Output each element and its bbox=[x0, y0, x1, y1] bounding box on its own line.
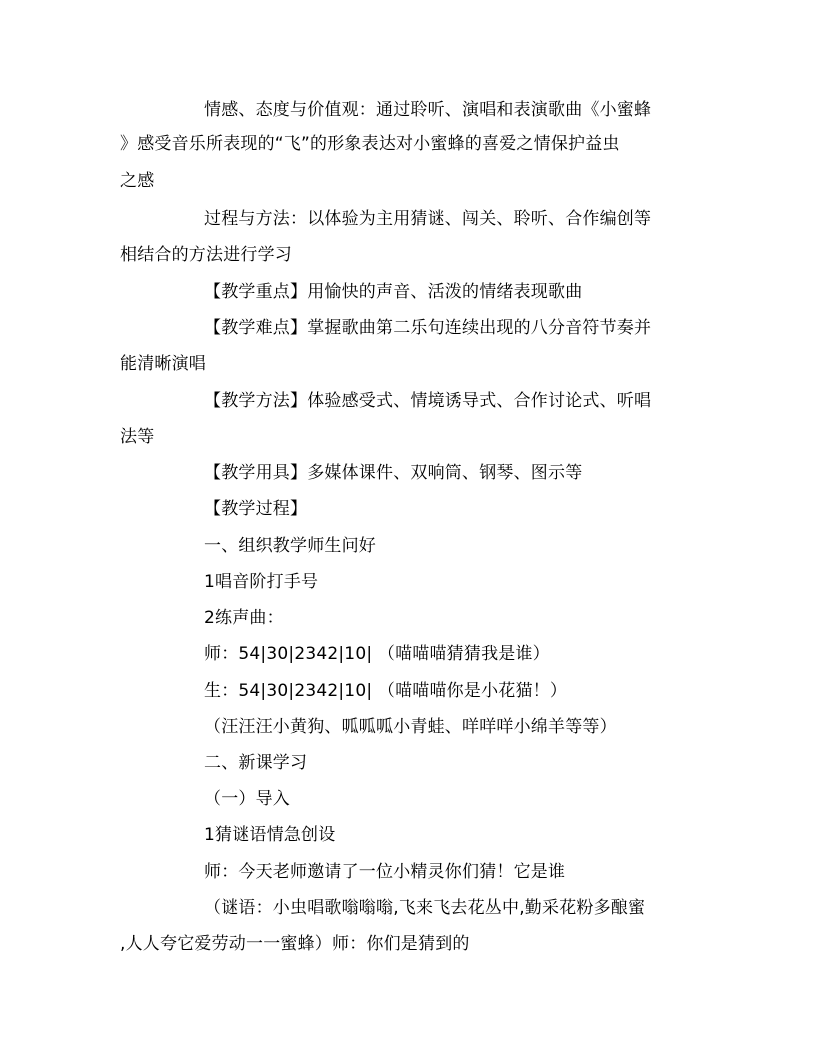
paragraph-line: 1唱音阶打手号 bbox=[204, 572, 319, 592]
paragraph-line: 【教学过程】 bbox=[204, 499, 308, 519]
paragraph-line: 【教学重点】用愉快的声音、活泼的情绪表现歌曲 bbox=[204, 282, 583, 302]
paragraph-line: 生：54|30|2342|10| （喵喵喵你是小花猫！） bbox=[204, 681, 568, 701]
paragraph-line: 【教学方法】体验感受式、情境诱导式、合作讨论式、听唱 bbox=[204, 391, 652, 411]
paragraph-line: 能清晰演唱 bbox=[120, 354, 206, 374]
paragraph-line: 师：54|30|2342|10| （喵喵喵猜猜我是谁） bbox=[204, 644, 550, 664]
paragraph-line: 情感、态度与价值观：通过聆听、演唱和表演歌曲《小蜜蜂 bbox=[204, 100, 652, 120]
paragraph-line: ,人人夸它爱劳动一一蜜蜂）师：你们是猜到的 bbox=[120, 934, 470, 954]
paragraph-line: 》感受音乐所表现的“飞”的形象表达对小蜜蜂的喜爱之情保护益虫 bbox=[120, 134, 620, 154]
paragraph-line: （一）导入 bbox=[204, 789, 290, 809]
paragraph-line: 法等 bbox=[120, 427, 155, 447]
paragraph-line: 二、新课学习 bbox=[204, 753, 308, 773]
paragraph-line: （汪汪汪小黄狗、呱呱呱小青蛙、咩咩咩小绵羊等等） bbox=[204, 717, 617, 737]
paragraph-line: 师：今天老师邀请了一位小精灵你们猜！它是谁 bbox=[204, 862, 566, 882]
paragraph-line: 1猜谜语情急创设 bbox=[204, 825, 336, 845]
paragraph-line: 过程与方法：以体验为主用猜谜、闯关、聆听、合作编创等 bbox=[204, 209, 652, 229]
paragraph-line: 之感 bbox=[120, 171, 155, 191]
paragraph-line: 一、组织教学师生问好 bbox=[204, 536, 376, 556]
paragraph-line: 相结合的方法进行学习 bbox=[120, 245, 292, 265]
paragraph-line: 【教学用具】多媒体课件、双响筒、钢琴、图示等 bbox=[204, 463, 583, 483]
paragraph-line: 2练声曲： bbox=[204, 608, 284, 628]
paragraph-line: 【教学难点】掌握歌曲第二乐句连续出现的八分音符节奏并 bbox=[204, 318, 652, 338]
paragraph-line: （谜语：小虫唱歌嗡嗡嗡,飞来飞去花丛中,勤采花粉多酿蜜 bbox=[204, 898, 646, 918]
